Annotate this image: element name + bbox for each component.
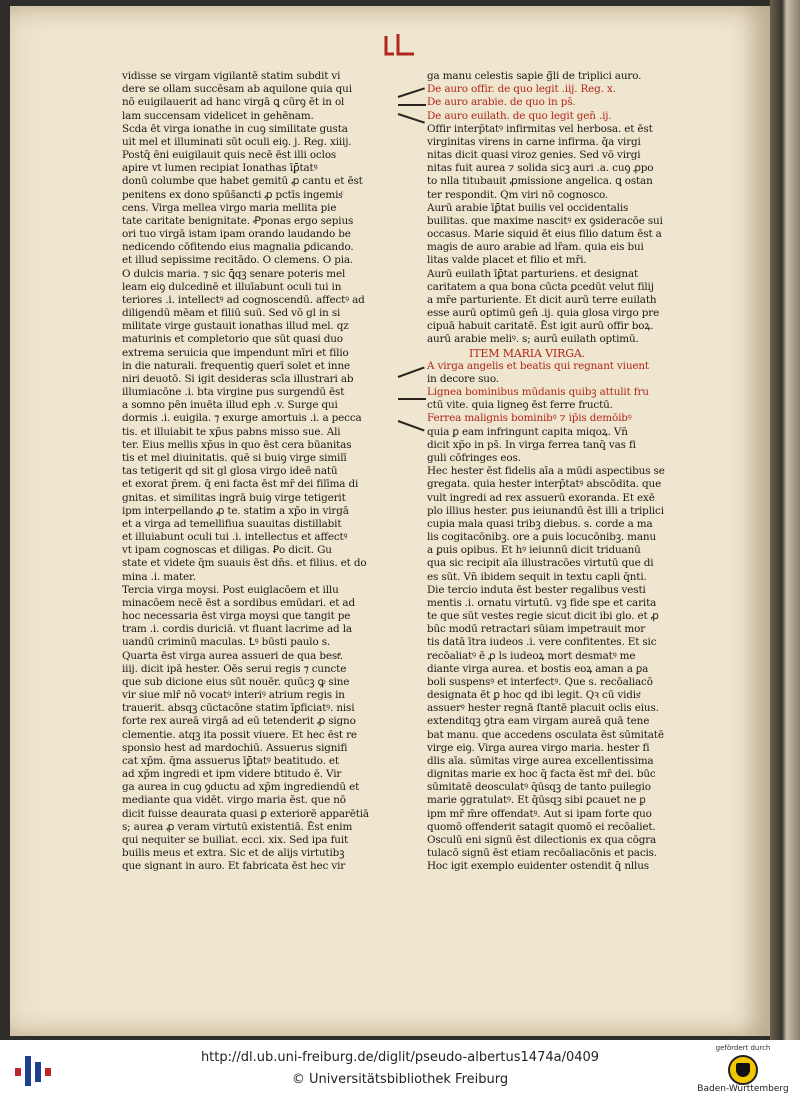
text-line: builitas. que maxime nascitꝰ ex ꝯsideracōe sui (427, 214, 663, 227)
baden-wuerttemberg-crest-icon (728, 1055, 758, 1085)
text-line: Tercia virga moysi. Post euiglacōem et illu (122, 583, 339, 596)
text-line: De auro arabie. de quo in ps̄. (427, 96, 576, 109)
text-line: que signant in auro. Et fabricata ēst hec vir (122, 860, 346, 873)
text-line: quomō offenderit satagit quomō ei recōaliet. (427, 820, 656, 833)
text-line: maturinis et completorio que sūt quasi duo (122, 333, 343, 346)
text-line: tis. et illuiabit te xp̄us pab̄ns misso sue. Ali (122, 425, 341, 438)
text-line: qua sic recipit aīa illustracōes virtutū que di (427, 557, 654, 570)
text-line: to nl̄la titubauit ꝓmissione angelica. ꝗ ostan (427, 175, 653, 188)
copyright-notice: © Universitätsbibliothek Freiburg (291, 1072, 509, 1087)
text-line: ter. Eius mellis xp̄us in quo ēst cera būanitas (122, 438, 352, 451)
text-line: qui nequiter se builiat. ecci. xix. Sed ipa fuit (122, 833, 349, 846)
text-line: bol̄i suspensꝰ et interfectꝰ. Que s. recōaliacō (427, 675, 653, 688)
text-line: niri deuotō. Si igit̄ desideras scīa illustrari ab (122, 372, 354, 385)
text-line: mediante qua vidēt. virgo maria ēst. que nō (122, 794, 346, 807)
text-line: De auro euilath. de quo legit̄ gen̄ .ij. (427, 109, 612, 122)
text-line: cens. Virga mellea virgo maria mellita pie (122, 201, 337, 214)
text-line: esse aurū optimū gen̄ .ij. quia gl̄osa virgo pre (427, 307, 660, 320)
text-line: clementie. atqꝫ ita possit viuere. Et hec ēst re (122, 728, 357, 741)
text-line: cipuā habuit caritatē. Ēst igit̄ aurū offir boꝝ. (427, 320, 654, 333)
text-line: sūmitatē deosculatꝰ q̄ūsqꝫ de tanto puilegio (427, 781, 651, 794)
text-line: leam eiꝯ dulcedinē et illuīabunt oculi tui in (122, 280, 342, 293)
text-line: penitens ex dono spūs̄ancti ꝓ pctīs ingemisͨ (122, 188, 343, 201)
text-line: a somno pēn inuēta illud eph .v. Surge qui (122, 399, 338, 412)
text-line: guli cōfringes eos. (427, 451, 521, 464)
text-line: extrema seruicia que impendunt mīri et filio (122, 346, 349, 359)
right-column (427, 70, 675, 873)
text-line: Scd̄a ēt virga ionathe in cuꝯ similitate gusta (122, 122, 348, 135)
section-heading: ITEM MARIA VIRGA. (469, 346, 585, 360)
text-line: dicit̄ xp̄o in ps̄. In virga ferrea tanq̄ vas fi (427, 438, 636, 451)
text-line: diligendū mēam et filiū suū. Sed vō gl̄ in si (122, 307, 341, 320)
viewer-footer (0, 1040, 800, 1099)
text-line: cat xp̄m. q̄ma assuerus īꝑ̄tatꝰ beatitudo. et (122, 754, 339, 767)
text-line: a ꝑuis opibus. Et hꝰ ieiunnū dicit̄ triduanū (427, 544, 641, 557)
margin-bracket-stroke (398, 398, 426, 400)
text-line: forte rex aureā virgā ad eū tetenderit ꝓ signo (122, 715, 356, 728)
text-line: assuerꝰ hester regnā ſtantē placuit ocl̄is eius. (427, 702, 659, 715)
text-line: tis datā ītra iudeos .i. vere confitentes. Et sic (427, 636, 657, 649)
text-line: mina .i. mater. (122, 570, 196, 583)
text-line: vir siue mlr̄ nō vocatꝰ interiꝰ atrium regis in (122, 689, 345, 702)
margin-bracket-stroke (398, 104, 426, 106)
text-line: quia ꝑ eam infringunt̄ capita miqoꝝ. Vn̄ (427, 425, 628, 438)
permalink-url[interactable]: http://dl.ub.uni-freiburg.de/diglit/pseudo-albertus1474a/0409 (200, 1050, 600, 1065)
text-line: diante virga aurea. et bostis eoꝝ aman a ꝑa (427, 662, 649, 675)
text-line: mentis .i. ornatu virtutū. vꝫ fide spe et carita (427, 596, 657, 609)
text-line: que sub dicione eius sūt nouēr. quūcꝫ ꝙ sine (122, 675, 350, 688)
text-line: apire vt lumen recipiat Ionathas īꝑ̄tatꝰ (122, 162, 318, 175)
text-line: iiij. dicit ipā hester. Oēs serui regis ⁊ cuncte (122, 662, 347, 675)
text-line: gnitas. et similitas ingrā buiꝯ virge tetigerit (122, 491, 346, 504)
text-line: hoc necessaria ēst virga moysi que tangit pe (122, 610, 351, 623)
text-line: builis meus et extra. Sic et de alijs virtutibꝫ (122, 847, 345, 860)
text-line: uandū criminū maculas. Ꝉꝰ būsti paulo s. (122, 636, 331, 649)
text-line: a mr̄e parturiente. Et dicit̄ aurū terre euilath (427, 293, 657, 306)
text-line: nō euigilauerit ad hanc virgā ꝗ cūrꝯ ēt in ol (122, 96, 345, 109)
text-line: state et videte q̄m suauis ēst dn̄s. et filius. et do (122, 557, 367, 570)
text-line: teriores .i. intellectꝰ ad cognoscendū. affectꝰ ad (122, 293, 365, 306)
text-line: minacōem necē ēst a sordibus emūdari. et ad (122, 596, 355, 609)
text-line: plo illius hester. ꝑus ieiunandū ēst illi a triplici (427, 504, 664, 517)
folio-text: l (416, 56, 417, 57)
text-line: ori tuo virgā istam ipam orando laudando be (122, 228, 351, 241)
text-line: magis de auro arabie ad lr̄am. quia eis bui (427, 241, 644, 254)
text-line: in decore suo. (427, 372, 499, 385)
text-line: dormis .i. euigila. ⁊ exurge amortuis .i. a pecca (122, 412, 362, 425)
text-line: tate caritate benignitate. Ꝓponas ergo sepius (122, 214, 354, 227)
text-line: et illud sepissime recitādo. O clemens. O pia. (122, 254, 354, 267)
text-line: Osculū eni signū ēst dilectionis ex qua cōgra (427, 833, 657, 846)
text-line: caritatem a qua bona cūcta ꝑcedūt velut filij (427, 280, 654, 293)
text-line: virge eiꝯ. Virga aurea virgo maria. hester fi (427, 741, 650, 754)
text-line: designata ēt ꝑ hoc qd̄ ibi legit̄. Qꝛ cū vidisͭ (427, 689, 640, 702)
text-line: donū columbe que habet gemitū ꝓ cantu et ēst (122, 175, 363, 188)
text-line: tis et mel diuinitatis. quē si buiꝯ virge similī (122, 451, 347, 464)
text-line: Offir interp̄tatꝰ infirmitas vel herbosa. et ēst (427, 122, 653, 135)
text-line: gregata. quia hester interp̄tatꝰ abscōdita. que (427, 478, 662, 491)
text-line: s; aurea ꝓ veram virtutū existentiā. Ēst enim (122, 820, 353, 833)
text-line: tulacō signū ēst etiam recōaliacōnis et pacis. (427, 847, 658, 860)
text-line: ipm mr̄ m̄re offendatꝰ. Aut si ipam forte quo (427, 807, 652, 820)
text-line: dicit fuisse deaurata quasi ꝑ exteriorē apparētiā (122, 807, 369, 820)
text-line: aurū arabie meliꝰ. s; aurū euilath optimū. (427, 333, 639, 346)
text-line: ga aurea in cuꝯ ꝯductu ad xp̄m ingrediendū et (122, 781, 360, 794)
text-line: lam succensam videlicet in gehēnam. (122, 109, 314, 122)
text-line: vt ipam cognoscas et diligas. Ꝑo dicit. Gu (122, 544, 332, 557)
text-line: extenditqꝫ ꝯtra eam virgam aureā quā tene (427, 715, 650, 728)
text-line: cupia mala quasi tribꝫ diebus. s. corde a ma (427, 517, 653, 530)
text-line: tas tetigerit qd̄ sit gl̄ glosa virgo ideē natū (122, 465, 338, 478)
text-line: et illuiabunt oculi tui .i. intellectus et affectꝰ (122, 531, 348, 544)
text-line: virginitas virens in carne infirma. q̄a virgi (427, 135, 641, 148)
text-line: Die tercio induta ēst bester regalibus vesti (427, 583, 646, 596)
text-line: dignitas marie ex hoc q̄ facta ēst mr̄ dei. būc (427, 768, 656, 781)
text-line: Hoc igit̄ exemplo euidenter ostendit̄ q̄ nl̄lus (427, 860, 649, 873)
text-line: dere se ollam succēsam ab aquilone quia qui (122, 83, 352, 96)
text-line: ipm interpellando ꝓ te. statim a xp̄o in virgā (122, 504, 349, 517)
text-line: ad xp̄m ingredi et ipm videre btitudo ē. Vir (122, 768, 342, 781)
text-line: Ferrea malignis bominibꝰ ⁊ ip̄is demōibꝰ (427, 412, 632, 425)
text-line: marie ꝯgratulatꝰ. Et q̄ūsqꝫ sibi ꝑcauet ne ꝑ (427, 794, 646, 807)
text-line: es sūt. Vn̄ ibidem sequit̄ in textu capl̄i q̄nti. (427, 570, 647, 583)
text-line: occasus. Marie siquid ēt eius filio datum ēst a (427, 228, 662, 241)
text-line: nitas dicit̄ quasi viroz genies. Sed vō virgi (427, 149, 641, 162)
text-line: et a virga ad temellifiua suauitas distillabit (122, 517, 342, 530)
text-line: illumiacōne .i. bt̄a virgine pus surgendū ēst (122, 386, 345, 399)
text-line: nitas fuit aurea ⁊ solida sicꝫ auri .a. cuꝯ ꝓpo (427, 162, 654, 175)
text-line: Postq̄ ēni euigilauit quis necē ēst illi ocl̄os (122, 149, 337, 162)
text-line: sponsio hest̄ ad mardochiū. Assuerus signifi (122, 741, 348, 754)
sponsor-name: Baden-Württemberg (697, 1084, 789, 1094)
text-line: Hec hester ēst fidelis aīa a mūdi aspectibus se (427, 465, 665, 478)
text-line: ga manu celestis sapie ḡ̄li de triplici auro. (427, 70, 642, 82)
text-line: Aurū euilath īꝑ̄tat̄ parturiens. et designat (427, 267, 639, 280)
folio-mark (380, 32, 420, 58)
text-line: litas valde placet et filio et mr̄i. (427, 254, 587, 267)
text-line: d̄lis aīa. sūmitas virge aurea excellentissima (427, 754, 654, 767)
text-line: bat manu. que accedens osculata ēst sūmitatē (427, 728, 664, 741)
text-line: O dulcis maria. ⁊ sic ꝗ̄qꝫ senare poteris mel (122, 267, 346, 280)
sponsor-caption: gefördert durch (715, 1044, 771, 1052)
text-line: recōaliatꝰ ē ꝓ l̄s iudeoꝝ mort desmatꝰ me (427, 649, 636, 662)
text-line: nedicendo cōfitendo eius magnalia ꝑdicando. (122, 241, 354, 254)
text-line: Aurū arabie īꝑ̄tat̄ builis vel occidentalis (427, 201, 629, 214)
text-line: uit mel et illuminati sūt oculi eiꝯ. j. Reg. xiiij. (122, 135, 352, 148)
text-line: tram .i. cordis duriciā. vt fluant lacrime ad la (122, 623, 352, 636)
text-line: te que sūt vestes regie sicut dicit̄ ibi gl̄o. et ꝓ (427, 610, 659, 623)
sponsor-block (690, 1044, 796, 1096)
text-line: A virga angelis et beatis qui regnant viuent (427, 359, 649, 372)
text-line: vult ingredi ad rex assuerū exoranda. Et exē (427, 491, 655, 504)
text-line: ctū vite. quia ligneꝯ ēst ferre fructū. (427, 399, 613, 412)
text-line: lis cogitacōnibꝫ. ore a ꝑuis locucōnibꝫ. manu (427, 531, 657, 544)
text-line: militate virge gustauit ionathas illud mel. qz (122, 320, 349, 333)
page-edge (770, 0, 800, 1040)
text-line: Quarta ēst virga aurea assueri de qua bestͤ. (122, 649, 343, 662)
text-line: et exorat p̄rem. q̄ eni facta ēst mr̄ dei filīma di (122, 478, 359, 491)
text-line: ter respondit. Q̄m viri nō cognosco. (427, 188, 609, 201)
text-line: De auro offir. de quo legit̄ .iij. Reg. x. (427, 83, 616, 96)
left-column (122, 70, 370, 873)
text-line: in die naturali. frequentiꝯ querī solet et inne (122, 359, 351, 372)
text-line: būc modū retractari sūiam impetrauit mor (427, 623, 646, 636)
text-line: trauerit. absqꝫ cūctacōne statim īꝑficiatꝰ. nisi (122, 702, 355, 715)
text-line: vidisse se virgam vigilantē statim subdit vi (122, 70, 341, 82)
text-line: Lignea bominibus mūdanis quibꝫ attulit fru (427, 386, 649, 399)
